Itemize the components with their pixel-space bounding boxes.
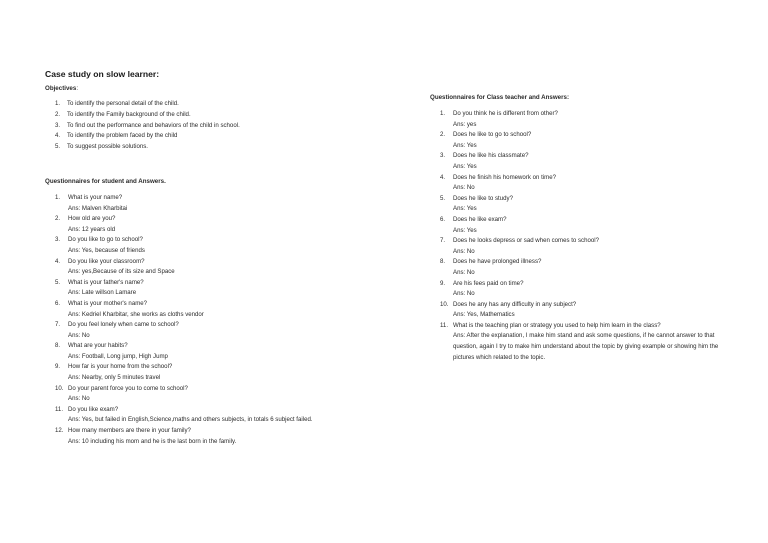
answer-text: Ans: Yes, but failed in English,Science,maths and others subjects, in totals 6 subject failed. xyxy=(68,416,313,424)
objective-number: 3. xyxy=(55,121,61,129)
document-title: Case study on slow learner: xyxy=(45,69,160,79)
answer-text: Ans: No xyxy=(68,331,90,339)
question-number: 8. xyxy=(440,258,446,266)
question-number: 9. xyxy=(440,279,446,287)
question-item xyxy=(45,426,375,447)
question-number: 4. xyxy=(55,257,61,265)
objective-item xyxy=(45,110,375,121)
answer-text: Ans: No xyxy=(453,290,475,298)
question-number: 2. xyxy=(440,131,446,139)
question-text: Does he have prolonged illness? xyxy=(453,258,542,266)
answer-text: Ans: No xyxy=(68,395,90,403)
question-item xyxy=(45,278,375,299)
answer-text: Ans: Football, Long jump, High Jump xyxy=(68,352,168,360)
objectives-heading-colon: : xyxy=(76,85,79,92)
answer-text: Ans: Yes xyxy=(453,141,477,149)
question-text: Do you like your classroom? xyxy=(68,257,145,265)
question-number: 1. xyxy=(55,193,61,201)
question-text: Does he like his classmate? xyxy=(453,152,529,160)
question-item xyxy=(430,151,730,172)
answer-text: Ans: yes,Because of its size and Space xyxy=(68,268,175,276)
question-number: 6. xyxy=(440,215,446,223)
answer-text: Ans: Malven Kharbitai xyxy=(68,204,128,212)
question-item xyxy=(45,257,375,278)
answer-text: Ans: No xyxy=(453,247,475,255)
question-text: Do your parent force you to come to school? xyxy=(68,384,188,392)
question-text: Do you like exam? xyxy=(68,405,119,413)
question-number: 9. xyxy=(55,363,61,371)
question-text: Does he like to study? xyxy=(453,194,513,202)
question-number: 4. xyxy=(440,173,446,181)
question-item xyxy=(430,130,730,151)
question-text: Does he like to go to school? xyxy=(453,131,532,139)
question-number: 5. xyxy=(440,194,446,202)
question-text: How old are you? xyxy=(68,215,116,223)
student-questionnaire-list xyxy=(45,193,375,447)
question-text: Are his fees paid on time? xyxy=(453,279,524,287)
left-column xyxy=(45,68,375,447)
question-item xyxy=(430,236,730,257)
answer-text: Ans: Yes xyxy=(453,205,477,213)
question-text: Does he any has any difficulty in any subject? xyxy=(453,300,577,308)
question-number: 7. xyxy=(440,237,446,245)
answer-text: Ans: After the explanation, I make him stand and ask some questions, if he cannot answer to that question, again I try to make him understand about the topic by giving example or showing him the pictures which related to the topic. xyxy=(453,332,719,361)
question-item xyxy=(45,193,375,214)
question-text: Do you feel lonely when came to school? xyxy=(68,321,179,329)
question-number: 11. xyxy=(440,321,449,329)
objective-item xyxy=(45,142,375,153)
question-item xyxy=(430,194,730,215)
question-number: 10. xyxy=(55,384,64,392)
question-item xyxy=(45,341,375,362)
question-number: 1. xyxy=(440,110,446,117)
answer-text: Ans: No xyxy=(453,268,475,276)
question-item xyxy=(430,321,730,363)
question-item xyxy=(430,173,730,194)
objective-text: To find out the performance and behaviors of the child in school. xyxy=(67,121,240,129)
question-text: What is your name? xyxy=(68,193,123,201)
right-column xyxy=(430,93,730,363)
teacher-questionnaire-heading: Questionnaires for Class teacher and Answers: xyxy=(430,94,570,101)
question-text: Does he finish his homework on time? xyxy=(453,173,556,181)
question-item xyxy=(430,109,730,130)
question-number: 3. xyxy=(440,152,446,160)
objectives-heading-label: Objectives xyxy=(45,85,77,92)
answer-text: Ans: Yes xyxy=(453,162,477,170)
question-number: 10. xyxy=(440,300,449,308)
question-text: Do you like to go to school? xyxy=(68,236,143,244)
answer-text: Ans: Late willson Lamare xyxy=(68,289,137,297)
objective-item xyxy=(45,99,375,110)
question-text: How far is your home from the school? xyxy=(68,363,173,371)
question-number: 3. xyxy=(55,236,61,244)
question-item xyxy=(45,299,375,320)
objectives-heading xyxy=(45,84,375,93)
question-number: 7. xyxy=(55,321,61,329)
objectives-list xyxy=(45,99,375,153)
question-text: What is your mother's name? xyxy=(68,299,148,307)
question-item xyxy=(45,405,375,426)
question-text: Does he like exam? xyxy=(453,215,507,223)
question-text: How many members are there in your family? xyxy=(68,427,191,435)
question-text: Does he looks depress or sad when comes to school? xyxy=(453,237,599,245)
objective-text: To identify the Family background of the child. xyxy=(67,110,191,118)
answer-text: Ans: 12 years old xyxy=(68,225,116,233)
question-item xyxy=(45,320,375,341)
question-text: Do you think he is different from other? xyxy=(453,110,558,117)
question-text: What is the teaching plan or strategy you used to help him learn in the class? xyxy=(453,321,661,329)
question-number: 8. xyxy=(55,342,61,350)
answer-text: Ans: Yes, because of friends xyxy=(68,246,145,254)
question-item xyxy=(430,215,730,236)
question-text: What is your father's name? xyxy=(68,278,144,286)
question-item xyxy=(45,235,375,256)
answer-text: Ans: Nearby, only 5 minutes travel xyxy=(68,374,161,382)
question-number: 2. xyxy=(55,215,61,223)
question-item xyxy=(45,214,375,235)
question-item xyxy=(430,300,730,321)
objective-item xyxy=(45,121,375,132)
objective-text: To identify the problem faced by the child xyxy=(67,132,178,140)
answer-text: Ans: yes xyxy=(453,120,477,128)
question-item xyxy=(430,279,730,300)
question-number: 5. xyxy=(55,278,61,286)
objective-text: To suggest possible solutions. xyxy=(67,143,148,151)
objective-text: To identify the personal detail of the child. xyxy=(67,100,179,107)
question-number: 6. xyxy=(55,299,61,307)
objective-number: 2. xyxy=(55,110,61,118)
answer-text: Ans: Kedriel Kharbitar, she works as cloths vendor xyxy=(68,310,204,318)
answer-text: Ans: No xyxy=(453,184,475,192)
teacher-questionnaire-list xyxy=(430,109,730,363)
question-number: 12. xyxy=(55,427,64,435)
question-item xyxy=(430,257,730,278)
answer-text: Ans: 10 including his mom and he is the last born in the family. xyxy=(68,437,237,445)
answer-text: Ans: Yes, Mathematics xyxy=(453,311,515,319)
question-item xyxy=(45,362,375,383)
question-text: What are your habits? xyxy=(68,342,128,350)
question-item xyxy=(45,384,375,405)
question-number: 11. xyxy=(55,405,64,413)
answer-text: Ans: Yes xyxy=(453,226,477,234)
objective-item xyxy=(45,131,375,142)
student-questionnaire-heading: Questionnaires for student and Answers. xyxy=(45,177,166,185)
objective-number: 1. xyxy=(55,100,61,107)
objective-number: 4. xyxy=(55,132,61,140)
objective-number: 5. xyxy=(55,143,61,151)
